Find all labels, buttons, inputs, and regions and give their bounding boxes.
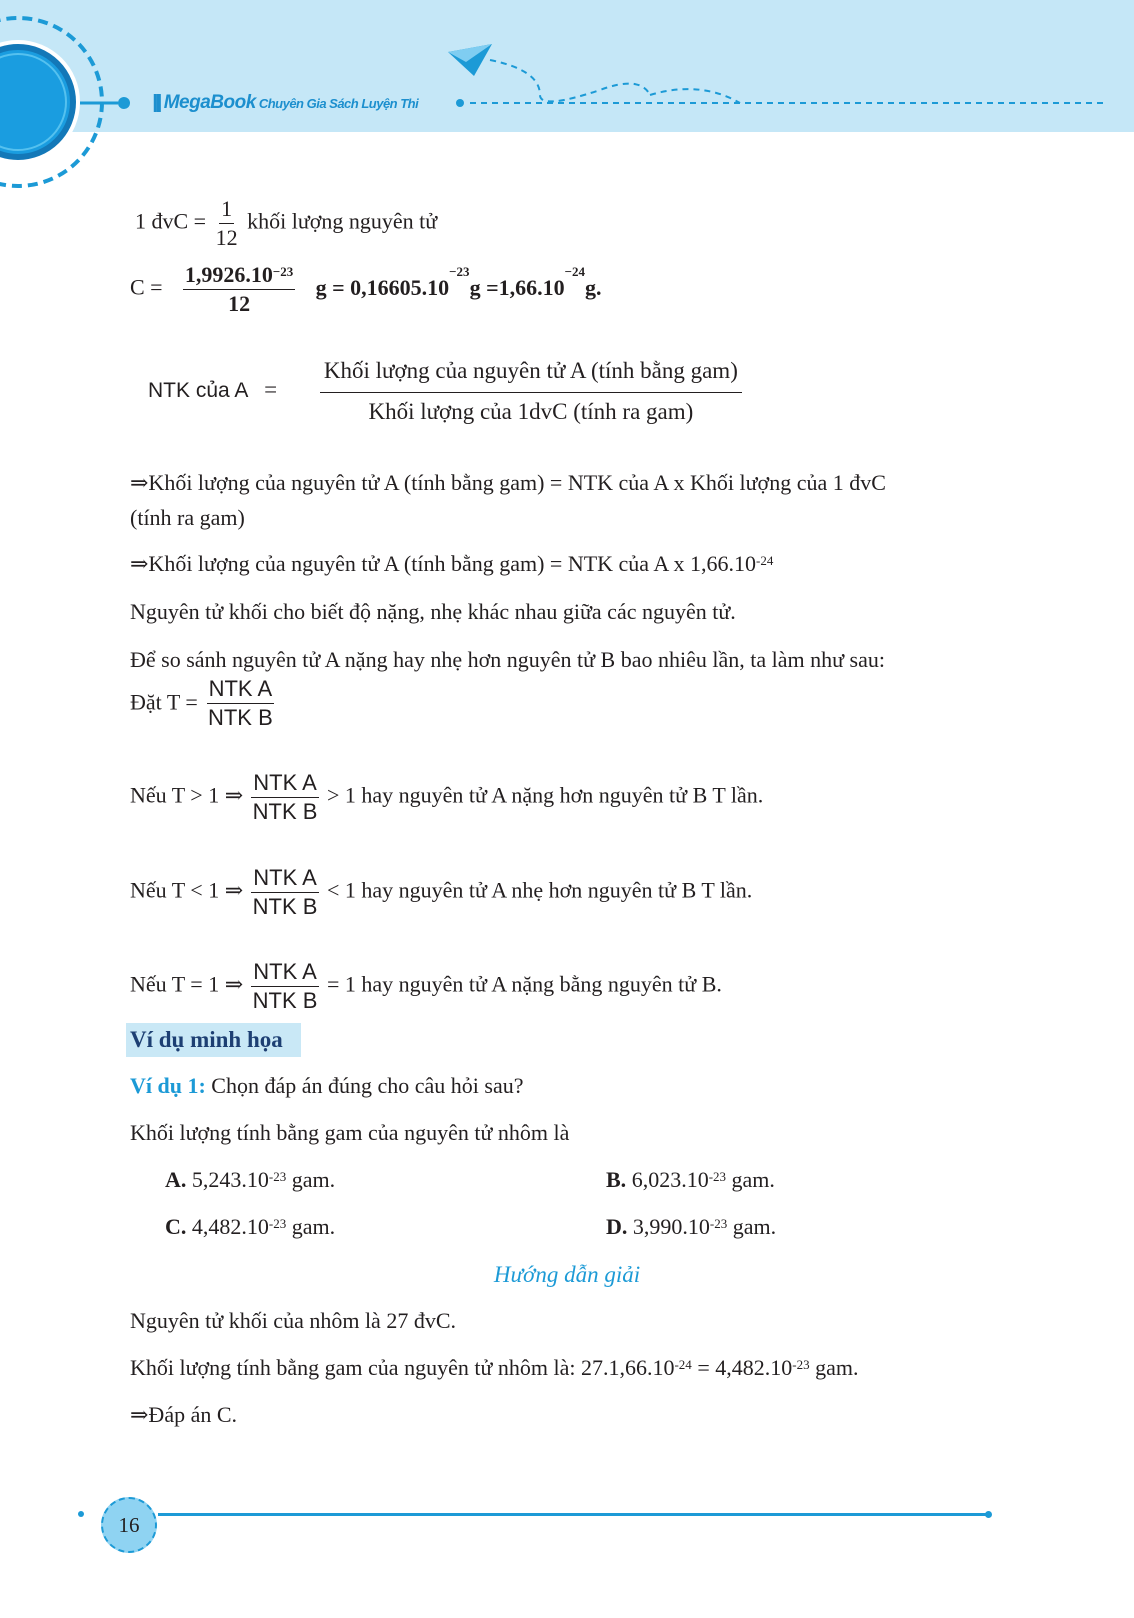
case-post: < 1 hay nguyên tử A nhẹ hơn nguyên tử B T lần. (326, 877, 753, 903)
option-value: 6,023.10 (626, 1167, 709, 1192)
example-label: Ví dụ 1: (130, 1073, 206, 1098)
fraction (206, 676, 275, 731)
exponent: -23 (708, 1169, 727, 1184)
formula-carbon-unit: g. (585, 274, 602, 300)
text-line: (tính ra gam) (130, 505, 245, 530)
paper-plane-icon (448, 44, 492, 76)
option-c (165, 1214, 335, 1240)
brand-tagline: Chuyên Gia Sách Luyện Thi (258, 96, 419, 111)
exponent: −23 (449, 264, 470, 279)
header-dot-right (456, 99, 464, 107)
solution-text: gam. (809, 1355, 859, 1380)
footer-dot-right (985, 1511, 992, 1518)
case-row (130, 959, 722, 1014)
example-prompt (130, 1073, 524, 1099)
option-letter: A. (165, 1167, 187, 1192)
formula-carbon-lhs: C = (130, 274, 163, 300)
option-letter: C. (165, 1214, 187, 1239)
fraction (251, 865, 320, 920)
fraction-den: NTK B (252, 894, 318, 919)
exponent: -23 (268, 1216, 287, 1231)
formula-dvc-lhs: 1 đvC = (135, 208, 207, 234)
fraction-num: NTK A (207, 676, 275, 704)
case-pre: Nếu T < 1 ⇒ (130, 877, 244, 903)
formula-ntk (148, 358, 773, 425)
solution-text: Khối lượng tính bằng gam của nguyên tử nhôm là: 27.1,66.10 (130, 1355, 675, 1380)
option-value: 5,243.10 (186, 1167, 269, 1192)
case-post: > 1 hay nguyên tử A nặng hơn nguyên tử B T lần. (326, 782, 764, 808)
fraction-num: NTK A (251, 770, 319, 798)
case-row (130, 770, 763, 825)
fraction (170, 262, 308, 317)
formula-carbon-mass (130, 262, 602, 317)
case-row (130, 865, 752, 920)
section-title-example: Ví dụ minh họa (126, 1023, 301, 1057)
case-pre: Nếu T > 1 ⇒ (130, 782, 244, 808)
example-question: Khối lượng tính bằng gam của nguyên tử nhôm là (130, 1120, 570, 1145)
option-b (606, 1167, 775, 1193)
header-dot-left (118, 97, 130, 109)
solution-heading: Hướng dẫn giải (493, 1262, 641, 1287)
exponent: −24 (564, 264, 586, 279)
exponent: -23 (268, 1169, 287, 1184)
exponent: -24 (756, 553, 774, 568)
text-line: Để so sánh nguyên tử A nặng hay nhẹ hơn nguyên tử B bao nhiêu lần, ta làm như sau: (130, 647, 885, 672)
exponent: -23 (792, 1357, 810, 1372)
fraction-den: 12 (215, 225, 238, 250)
formula-dvc-rhs: khối lượng nguyên tử (247, 208, 438, 234)
text-line: Nguyên tử khối cho biết độ nặng, nhẹ khác nhau giữa các nguyên tử. (130, 599, 736, 624)
brand-logo: ||| MegaBook Chuyên Gia Sách Luyện Thi (152, 92, 419, 113)
exponent: -23 (709, 1216, 728, 1231)
solution-text: = 4,482.10 (691, 1355, 793, 1380)
example-prompt-text: Chọn đáp án đúng cho câu hỏi sau? (205, 1073, 524, 1098)
footer-line (158, 1513, 988, 1516)
fraction-den: NTK B (207, 705, 273, 730)
formula-ntk-lhs: NTK của A (148, 378, 249, 402)
case-pre: Nếu T = 1 ⇒ (130, 971, 244, 997)
page-number: 16 (101, 1497, 157, 1553)
footer-dot-left (78, 1511, 84, 1517)
plane-trail-2 (650, 89, 740, 103)
option-a (165, 1167, 335, 1193)
formula-ratio (130, 676, 277, 731)
formula-carbon-mid: g = 0,16605.10 (315, 274, 450, 300)
option-value: 3,990.10 (627, 1214, 710, 1239)
option-unit: gam. (286, 1214, 336, 1239)
option-unit: gam. (286, 1167, 336, 1192)
option-unit: gam. (726, 1167, 775, 1192)
formula-dvc (135, 196, 437, 251)
fraction-num: 1 (219, 196, 234, 224)
text-line: ⇒Khối lượng của nguyên tử A (tính bằng gam) = NTK của A x Khối lượng của 1 đvC (130, 470, 886, 495)
exponent: -24 (674, 1357, 692, 1372)
fraction-den: NTK B (252, 799, 318, 824)
fraction (291, 358, 771, 425)
option-d (606, 1214, 776, 1240)
formula-carbon-end: g =1,66.10 (469, 274, 565, 300)
text-line-body: ⇒Khối lượng của nguyên tử A (tính bằng gam) = NTK của A x 1,66.10 (130, 551, 757, 576)
fraction (251, 770, 320, 825)
text-line (130, 551, 773, 577)
brand-name: MegaBook (163, 92, 256, 113)
fraction-num: NTK A (251, 865, 319, 893)
fraction-num: NTK A (251, 959, 319, 987)
fraction-num: 1,9926.10 (184, 262, 273, 287)
solution-line: ⇒Đáp án C. (130, 1402, 238, 1427)
formula-ntk-eq: = (264, 376, 278, 402)
solution-line: Nguyên tử khối của nhôm là 27 đvC. (130, 1308, 456, 1333)
fraction-num: Khối lượng của nguyên tử A (tính bằng gam) (320, 358, 742, 393)
option-letter: D. (606, 1214, 628, 1239)
option-value: 4,482.10 (186, 1214, 269, 1239)
fraction-den: NTK B (252, 988, 318, 1013)
fraction (251, 959, 320, 1014)
case-post: = 1 hay nguyên tử A nặng bằng nguyên tử B. (326, 971, 722, 997)
fraction (214, 196, 240, 251)
fraction-den: 12 (228, 291, 251, 316)
solution-line (130, 1355, 858, 1381)
plane-trail (490, 60, 650, 101)
option-letter: B. (606, 1167, 627, 1192)
exponent: −23 (272, 264, 294, 279)
formula-ratio-lhs: Đặt T = (130, 689, 198, 715)
fraction-den: Khối lượng của 1dvC (tính ra gam) (368, 399, 694, 424)
option-unit: gam. (727, 1214, 777, 1239)
